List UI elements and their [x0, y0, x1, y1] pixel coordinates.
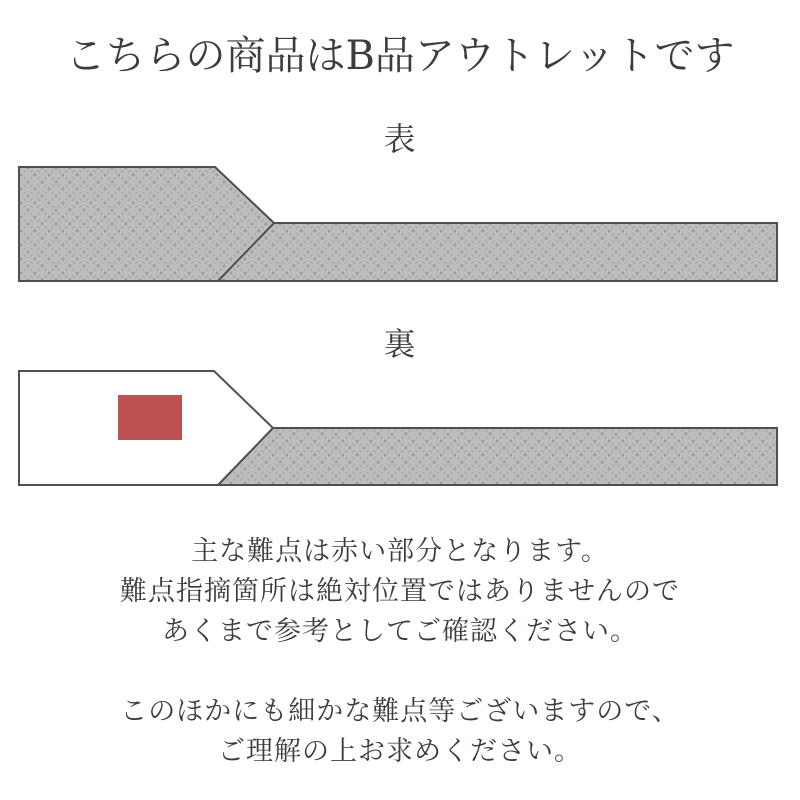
purchase-disclaimer — [0, 692, 800, 772]
back-side-label: 裏 — [383, 325, 417, 363]
purchase-disclaimer-line-2: ご理解の上お求めください。 — [218, 736, 582, 767]
front-tie-illustration — [19, 167, 777, 281]
defect-notes-line-2: 難点指摘箇所は絶対位置ではありませんので — [120, 576, 680, 607]
purchase-disclaimer-line-1: このほかにも細かな難点等ございますので、 — [120, 696, 680, 727]
defect-notes-line-1: 主な難点は赤い部分となります。 — [191, 536, 609, 567]
defect-notes-line-3: あくまで参考としてご確認ください。 — [162, 616, 638, 647]
front-side-label: 表 — [383, 120, 417, 158]
defect-notes — [0, 532, 800, 652]
defect-marker — [118, 395, 182, 440]
page-title: こちらの商品はB品アウトレットです — [65, 33, 735, 79]
back-tie-band — [218, 428, 777, 485]
front-tie-outline — [19, 167, 777, 281]
